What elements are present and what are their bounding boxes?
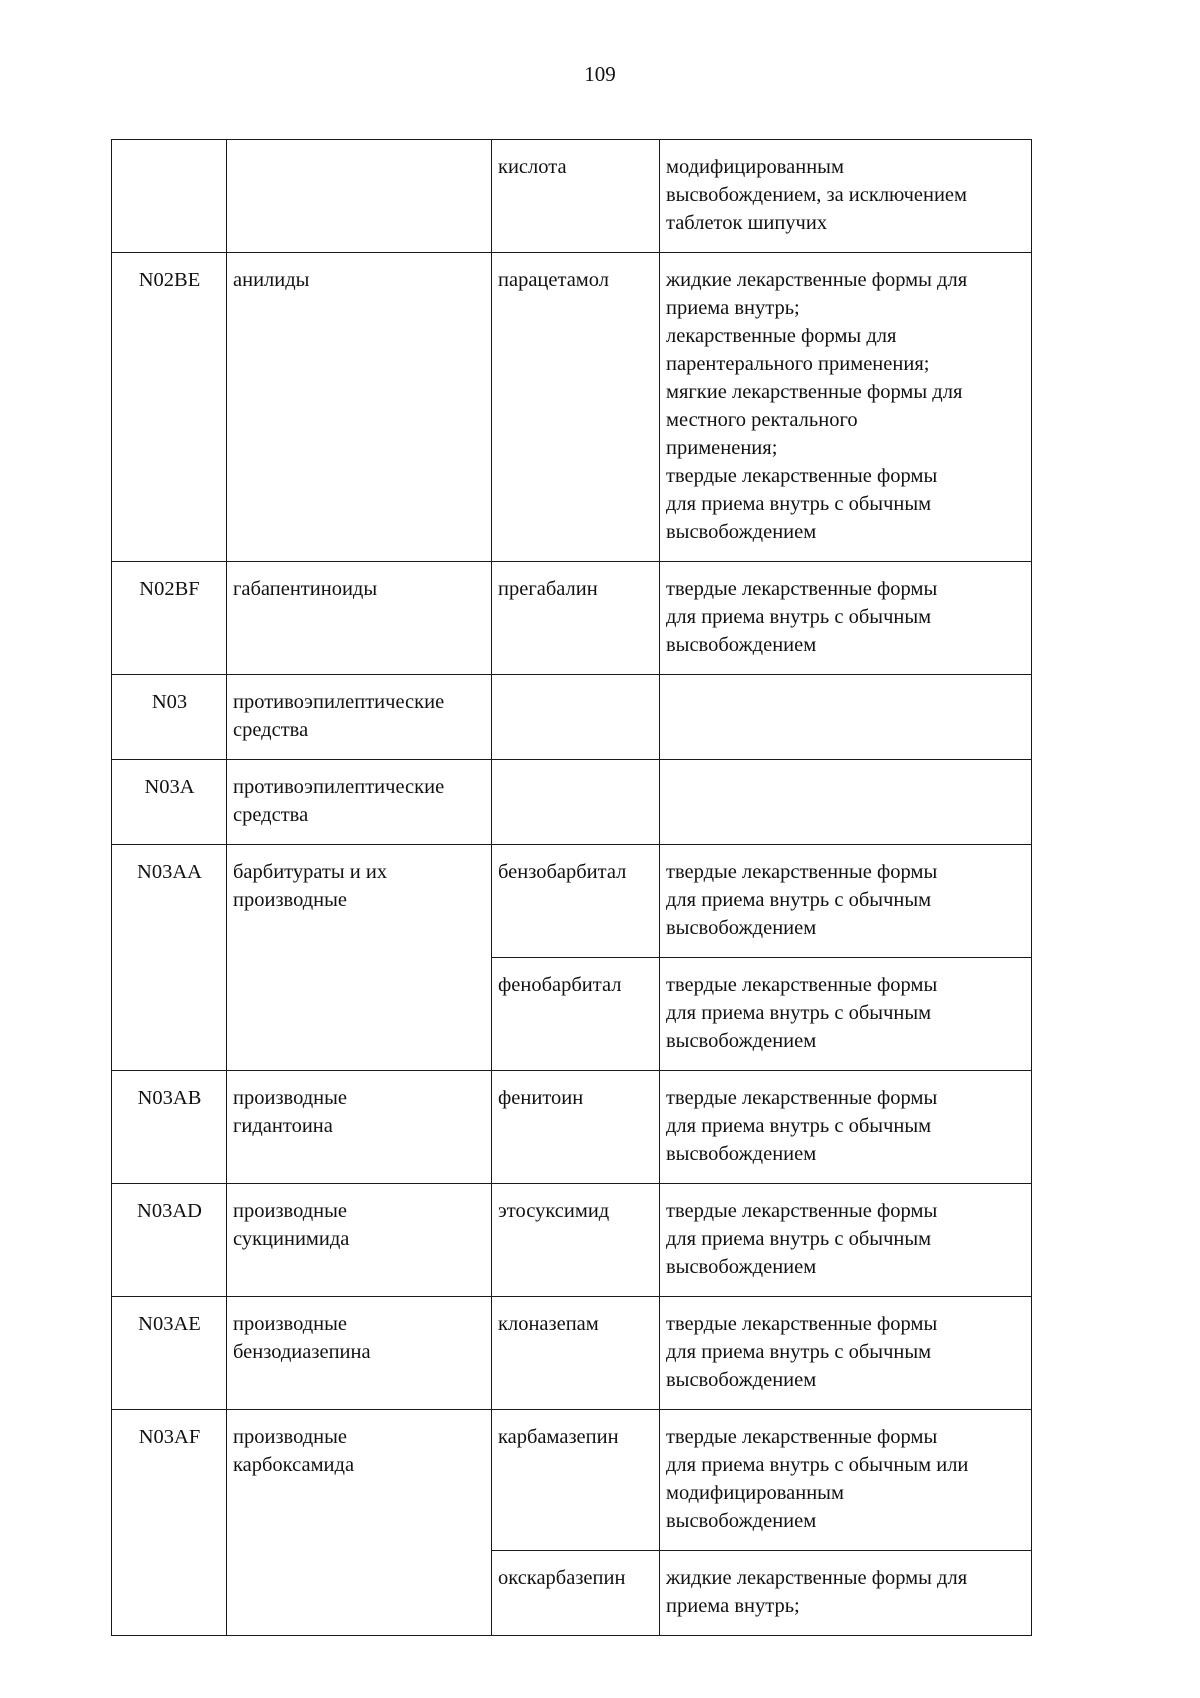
dosage-forms-cell	[660, 562, 1032, 675]
cell-line: средства	[233, 719, 309, 741]
cell-line: противоэпилептические	[233, 776, 445, 798]
table-row	[112, 562, 1032, 675]
table-row	[112, 1410, 1032, 1551]
cell-line: производные	[233, 889, 348, 911]
dosage-forms-cell	[660, 760, 1032, 845]
table-body	[112, 140, 1032, 1636]
atc-code-cell: N03AF	[112, 1410, 227, 1636]
anatomical-group-cell	[227, 1410, 492, 1636]
cell-line: анилиды	[233, 269, 310, 291]
dosage-forms-cell	[660, 1410, 1032, 1551]
anatomical-group-cell	[227, 845, 492, 1071]
cell-line: высвобождением	[666, 1030, 817, 1052]
atc-code-cell	[112, 140, 227, 253]
table-row	[112, 1071, 1032, 1184]
cell-line: для приема внутрь с обычным	[666, 493, 932, 515]
cell-line: местного ректального	[666, 409, 858, 431]
dosage-forms-cell	[660, 958, 1032, 1071]
cell-line: парентерального применения;	[666, 353, 930, 375]
table-row	[112, 253, 1032, 562]
cell-line: высвобождением	[666, 521, 817, 543]
substance-cell: карбамазепин	[492, 1410, 660, 1551]
substance-cell: фенитоин	[492, 1071, 660, 1184]
anatomical-group-cell	[227, 675, 492, 760]
atc-code-cell: N03AA	[112, 845, 227, 1071]
anatomical-group-cell	[227, 1297, 492, 1410]
anatomical-group-cell	[227, 562, 492, 675]
cell-line: твердые лекарственные формы	[666, 974, 938, 996]
cell-line: твердые лекарственные формы	[666, 465, 938, 487]
cell-line: для приема внутрь с обычным	[666, 889, 932, 911]
dosage-forms-cell	[660, 140, 1032, 253]
dosage-forms-cell	[660, 845, 1032, 958]
cell-line: твердые лекарственные формы	[666, 578, 938, 600]
atc-code-cell: N02BF	[112, 562, 227, 675]
atc-code-cell: N03AE	[112, 1297, 227, 1410]
substance-cell: кислота	[492, 140, 660, 253]
table-row	[112, 1297, 1032, 1410]
cell-line: твердые лекарственные формы	[666, 1087, 938, 1109]
cell-line: твердые лекарственные формы	[666, 1313, 938, 1335]
substance-cell	[492, 675, 660, 760]
table-row	[112, 845, 1032, 958]
dosage-forms-cell	[660, 1297, 1032, 1410]
cell-line: карбоксамида	[233, 1454, 355, 1476]
substance-cell: парацетамол	[492, 253, 660, 562]
cell-line: габапентиноиды	[233, 578, 378, 600]
substance-cell: клоназепам	[492, 1297, 660, 1410]
cell-line: сукцинимида	[233, 1228, 350, 1250]
table-row	[112, 1184, 1032, 1297]
cell-line: для приема внутрь с обычным	[666, 606, 932, 628]
page-number: 109	[584, 62, 616, 86]
table-row	[112, 140, 1032, 253]
atc-code-cell: N03	[112, 675, 227, 760]
cell-line: твердые лекарственные формы	[666, 1426, 938, 1448]
cell-line: твердые лекарственные формы	[666, 861, 938, 883]
anatomical-group-cell	[227, 1184, 492, 1297]
cell-line: противоэпилептические	[233, 691, 445, 713]
medication-table	[111, 139, 1032, 1636]
cell-line: для приема внутрь с обычным	[666, 1115, 932, 1137]
cell-line: высвобождением	[666, 634, 817, 656]
cell-line: бензодиазепина	[233, 1341, 371, 1363]
dosage-forms-cell	[660, 253, 1032, 562]
dosage-forms-cell	[660, 675, 1032, 760]
atc-code-cell: N03AD	[112, 1184, 227, 1297]
cell-line: мягкие лекарственные формы для	[666, 381, 963, 403]
cell-line: таблеток шипучих	[666, 212, 828, 234]
atc-code-cell: N02BE	[112, 253, 227, 562]
cell-line: применения;	[666, 437, 778, 459]
cell-line: модифицированным	[666, 1482, 844, 1504]
cell-line: производные	[233, 1313, 348, 1335]
table-row	[112, 675, 1032, 760]
cell-line: для приема внутрь с обычным или	[666, 1454, 969, 1476]
dosage-forms-cell	[660, 1071, 1032, 1184]
cell-line: для приема внутрь с обычным	[666, 1002, 932, 1024]
anatomical-group-cell	[227, 1071, 492, 1184]
cell-line: высвобождением, за исключением	[666, 184, 968, 206]
cell-line: высвобождением	[666, 1369, 817, 1391]
cell-line: производные	[233, 1200, 348, 1222]
cell-line: высвобождением	[666, 1256, 817, 1278]
cell-line: жидкие лекарственные формы для	[666, 269, 968, 291]
cell-line: приема внутрь;	[666, 297, 800, 319]
substance-cell: окскарбазепин	[492, 1551, 660, 1636]
atc-code-cell: N03AB	[112, 1071, 227, 1184]
anatomical-group-cell	[227, 253, 492, 562]
substance-cell: бензобарбитал	[492, 845, 660, 958]
cell-line: гидантоина	[233, 1115, 333, 1137]
cell-line: средства	[233, 804, 309, 826]
substance-cell: этосуксимид	[492, 1184, 660, 1297]
cell-line: высвобождением	[666, 1143, 817, 1165]
cell-line: для приема внутрь с обычным	[666, 1341, 932, 1363]
cell-line: высвобождением	[666, 1510, 817, 1532]
anatomical-group-cell	[227, 760, 492, 845]
cell-line: производные	[233, 1087, 348, 1109]
cell-line: лекарственные формы для	[666, 325, 897, 347]
cell-line: модифицированным	[666, 156, 844, 178]
anatomical-group-cell	[227, 140, 492, 253]
substance-cell: фенобарбитал	[492, 958, 660, 1071]
table-row	[112, 760, 1032, 845]
atc-code-cell: N03A	[112, 760, 227, 845]
dosage-forms-cell	[660, 1551, 1032, 1636]
substance-cell: прегабалин	[492, 562, 660, 675]
substance-cell	[492, 760, 660, 845]
cell-line: для приема внутрь с обычным	[666, 1228, 932, 1250]
cell-line: твердые лекарственные формы	[666, 1200, 938, 1222]
cell-line: жидкие лекарственные формы для	[666, 1567, 968, 1589]
cell-line: высвобождением	[666, 917, 817, 939]
cell-line: производные	[233, 1426, 348, 1448]
cell-line: барбитураты и их	[233, 861, 388, 883]
dosage-forms-cell	[660, 1184, 1032, 1297]
cell-line: приема внутрь;	[666, 1595, 800, 1617]
